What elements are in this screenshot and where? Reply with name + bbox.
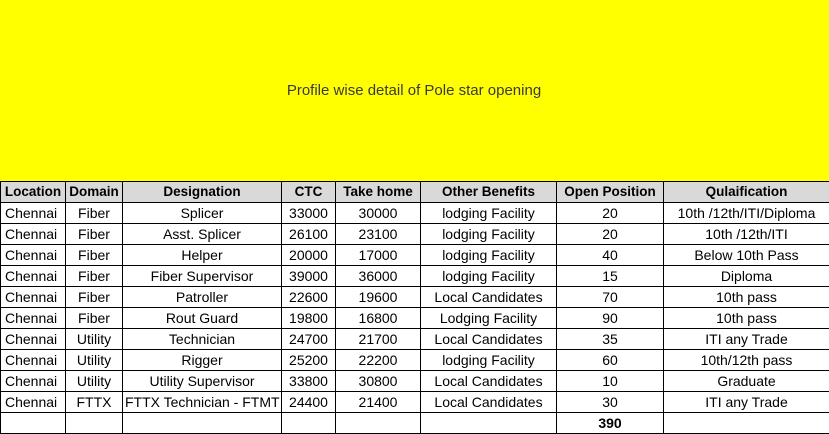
cell-other-benefits[interactable]: lodging Facility	[421, 203, 557, 224]
table-row	[1, 245, 829, 266]
cell-ctc[interactable]: 20000	[282, 245, 336, 266]
cell-domain[interactable]: Utility	[66, 350, 123, 371]
cell-designation[interactable]: Utility Supervisor	[123, 371, 282, 392]
sheet-title: Profile wise detail of Pole star opening	[287, 82, 541, 99]
cell-domain[interactable]: Utility	[66, 329, 123, 350]
cell-other-benefits[interactable]: lodging Facility	[421, 350, 557, 371]
cell-qualification[interactable]: Below 10th Pass	[664, 245, 829, 266]
column-header-open-position[interactable]: Open Position	[557, 182, 664, 203]
column-header-ctc[interactable]: CTC	[282, 182, 336, 203]
cell-take-home[interactable]: 17000	[336, 245, 421, 266]
cell-open-position[interactable]: 10	[557, 371, 664, 392]
cell-take-home[interactable]: 30000	[336, 203, 421, 224]
cell-take-home[interactable]: 16800	[336, 308, 421, 329]
cell-designation[interactable]: Fiber Supervisor	[123, 266, 282, 287]
cell-qualification[interactable]: Graduate	[664, 371, 829, 392]
cell-open-position[interactable]: 90	[557, 308, 664, 329]
cell-open-position[interactable]: 15	[557, 266, 664, 287]
cell-location[interactable]: Chennai	[1, 266, 66, 287]
cell-take-home[interactable]: 19600	[336, 287, 421, 308]
cell-ctc[interactable]: 22600	[282, 287, 336, 308]
table-row	[1, 350, 829, 371]
table-row	[1, 308, 829, 329]
empty-cell[interactable]	[282, 413, 336, 434]
cell-other-benefits[interactable]: lodging Facility	[421, 245, 557, 266]
column-header-designation[interactable]: Designation	[123, 182, 282, 203]
total-open-positions[interactable]: 390	[557, 413, 664, 434]
empty-cell[interactable]	[66, 413, 123, 434]
table-row	[1, 329, 829, 350]
cell-designation[interactable]: Asst. Splicer	[123, 224, 282, 245]
cell-other-benefits[interactable]: Local Candidates	[421, 329, 557, 350]
cell-designation[interactable]: Patroller	[123, 287, 282, 308]
cell-location[interactable]: Chennai	[1, 350, 66, 371]
cell-domain[interactable]: FTTX	[66, 392, 123, 413]
cell-designation[interactable]: Rout Guard	[123, 308, 282, 329]
cell-location[interactable]: Chennai	[1, 308, 66, 329]
table-row	[1, 287, 829, 308]
cell-ctc[interactable]: 25200	[282, 350, 336, 371]
empty-cell[interactable]	[421, 413, 557, 434]
cell-designation[interactable]: Helper	[123, 245, 282, 266]
column-header-qualification[interactable]: Qulaification	[664, 182, 829, 203]
empty-cell[interactable]	[336, 413, 421, 434]
cell-designation[interactable]: FTTX Technician - FTMT	[123, 392, 282, 413]
cell-open-position[interactable]: 20	[557, 203, 664, 224]
cell-ctc[interactable]: 26100	[282, 224, 336, 245]
cell-take-home[interactable]: 30800	[336, 371, 421, 392]
table-row	[1, 266, 829, 287]
title-banner	[0, 0, 829, 181]
cell-take-home[interactable]: 36000	[336, 266, 421, 287]
table-header-row	[1, 182, 829, 203]
cell-qualification[interactable]: Diploma	[664, 266, 829, 287]
cell-designation[interactable]: Technician	[123, 329, 282, 350]
cell-location[interactable]: Chennai	[1, 392, 66, 413]
table-row	[1, 224, 829, 245]
table-row	[1, 371, 829, 392]
cell-domain[interactable]: Fiber	[66, 224, 123, 245]
empty-cell[interactable]	[1, 413, 66, 434]
column-header-take-home[interactable]: Take home	[336, 182, 421, 203]
cell-location[interactable]: Chennai	[1, 224, 66, 245]
cell-qualification[interactable]: 10th /12th/ITI	[664, 224, 829, 245]
cell-ctc[interactable]: 24400	[282, 392, 336, 413]
cell-qualification[interactable]: 10th pass	[664, 308, 829, 329]
cell-open-position[interactable]: 20	[557, 224, 664, 245]
total-row	[1, 413, 829, 434]
cell-ctc[interactable]: 33000	[282, 203, 336, 224]
cell-domain[interactable]: Fiber	[66, 308, 123, 329]
cell-location[interactable]: Chennai	[1, 287, 66, 308]
cell-location[interactable]: Chennai	[1, 245, 66, 266]
cell-qualification[interactable]: ITI any Trade	[664, 329, 829, 350]
cell-take-home[interactable]: 22200	[336, 350, 421, 371]
cell-domain[interactable]: Utility	[66, 371, 123, 392]
cell-qualification[interactable]: 10th/12th pass	[664, 350, 829, 371]
cell-ctc[interactable]: 39000	[282, 266, 336, 287]
empty-cell[interactable]	[664, 413, 829, 434]
cell-domain[interactable]: Fiber	[66, 266, 123, 287]
cell-domain[interactable]: Fiber	[66, 245, 123, 266]
cell-location[interactable]: Chennai	[1, 203, 66, 224]
cell-other-benefits[interactable]: Local Candidates	[421, 392, 557, 413]
cell-location[interactable]: Chennai	[1, 371, 66, 392]
cell-qualification[interactable]: ITI any Trade	[664, 392, 829, 413]
cell-location[interactable]: Chennai	[1, 329, 66, 350]
column-header-domain[interactable]: Domain	[66, 182, 123, 203]
cell-open-position[interactable]: 70	[557, 287, 664, 308]
cell-ctc[interactable]: 33800	[282, 371, 336, 392]
cell-other-benefits[interactable]: lodging Facility	[421, 266, 557, 287]
cell-open-position[interactable]: 30	[557, 392, 664, 413]
cell-take-home[interactable]: 21400	[336, 392, 421, 413]
cell-domain[interactable]: Fiber	[66, 287, 123, 308]
cell-qualification[interactable]: 10th pass	[664, 287, 829, 308]
cell-designation[interactable]: Splicer	[123, 203, 282, 224]
cell-take-home[interactable]: 23100	[336, 224, 421, 245]
empty-cell[interactable]	[123, 413, 282, 434]
table-row	[1, 392, 829, 413]
cell-domain[interactable]: Fiber	[66, 203, 123, 224]
openings-table	[0, 181, 829, 434]
cell-take-home[interactable]: 21700	[336, 329, 421, 350]
cell-ctc[interactable]: 24700	[282, 329, 336, 350]
cell-other-benefits[interactable]: Local Candidates	[421, 287, 557, 308]
cell-other-benefits[interactable]: Local Candidates	[421, 371, 557, 392]
cell-open-position[interactable]: 35	[557, 329, 664, 350]
table-row	[1, 203, 829, 224]
column-header-location[interactable]: Location	[1, 182, 66, 203]
column-header-other-benefits[interactable]: Other Benefits	[421, 182, 557, 203]
cell-qualification[interactable]: 10th /12th/ITI/Diploma	[664, 203, 829, 224]
cell-open-position[interactable]: 60	[557, 350, 664, 371]
cell-other-benefits[interactable]: lodging Facility	[421, 224, 557, 245]
cell-open-position[interactable]: 40	[557, 245, 664, 266]
cell-ctc[interactable]: 19800	[282, 308, 336, 329]
cell-designation[interactable]: Rigger	[123, 350, 282, 371]
cell-other-benefits[interactable]: Lodging Facility	[421, 308, 557, 329]
